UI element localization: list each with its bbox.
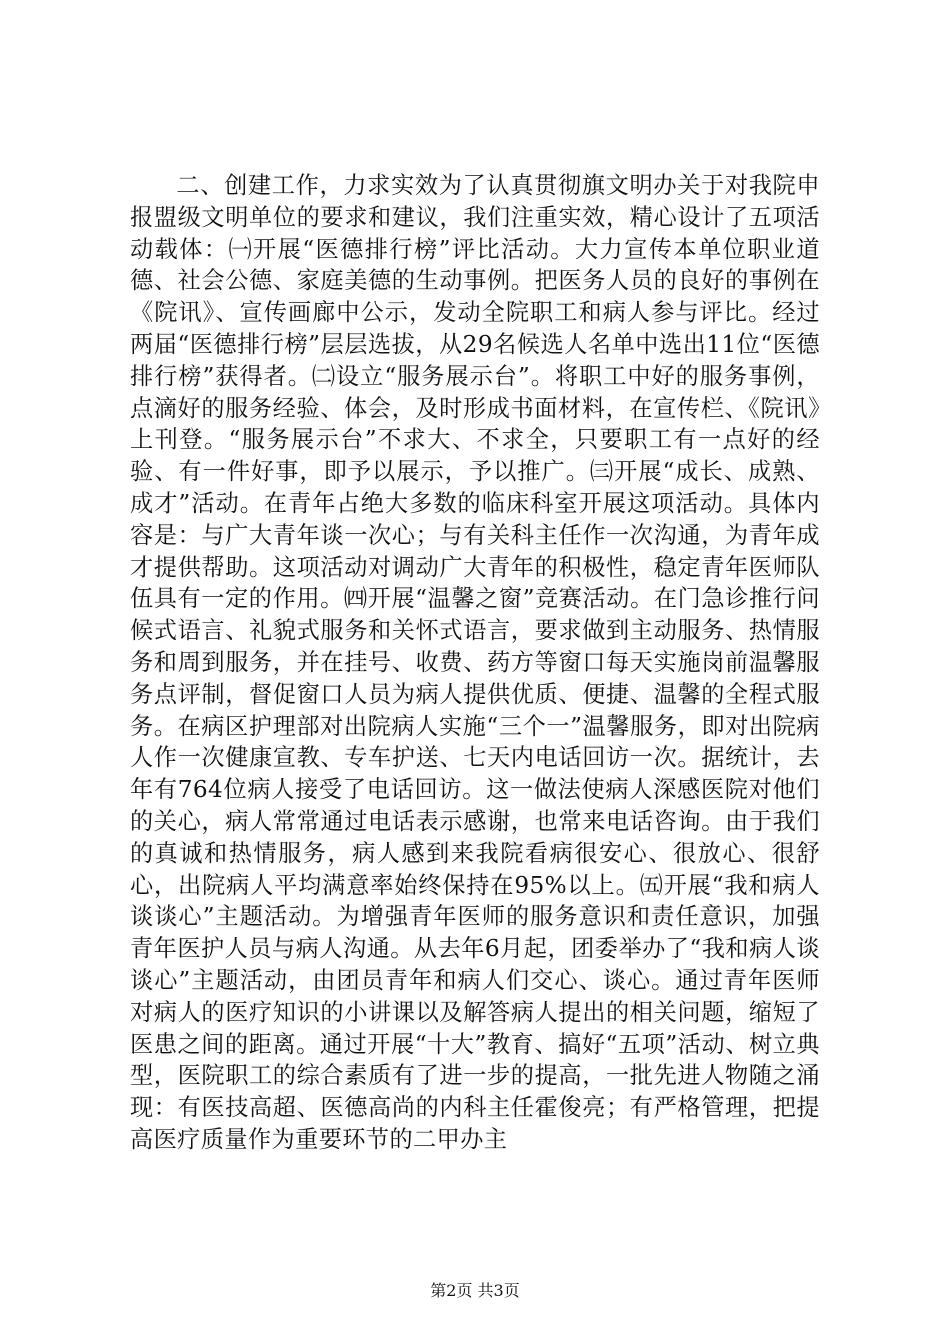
page-footer: 第2页 共3页: [430, 1281, 520, 1300]
body-paragraph: 二、创建工作，力求实效为了认真贯彻旗文明办关于对我院申报盟级文明单位的要求和建议，我们注重实效，精心设计了五项活动载体：㈠开展“医德排行榜”评比活动。大力宣传本单位职业道德、社会公德、家庭美德的生动事例。把医务人员的良好的事例在《院讯》、宣传画廊中公示，发动全院职工和病人参与评比。经过两届“医德排行榜”层层选拔，从29名候选人名单中选出11位“医德排行榜”获得者。㈡设立“服务展示台”。将职工中好的服务事例，点滴好的服务经验、体会，及时形成书面材料，在宣传栏、《院讯》上刊登。“服务展示台”不求大、不求全，只要职工有一点好的经验、有一件好事，即予以展示，予以推广。㈢开展“成长、成熟、成才”活动。在青年占绝大多数的临床科室开展这项活动。具体内容是：与广大青年谈一次心；与有关科主任作一次沟通，为青年成才提供帮助。这项活动对调动广大青年的积极性，稳定青年医师队伍具有一定的作用。㈣开展“温馨之窗”竞赛活动。在门急诊推行问候式语言、礼貌式服务和关怀式语言，要求做到主动服务、热情服务和周到服务，并在挂号、收费、药方等窗口每天实施岗前温馨服务点评制，督促窗口人员为病人提供优质、便捷、温馨的全程式服务。在病区护理部对出院病人实施“三个一”温馨服务，即对出院病人作一次健康宣教、专车护送、七天内电话回访一次。据统计，去年有764位病人接受了电话回访。这一做法使病人深感医院对他们的关心，病人常常通过电话表示感谢，也常来电话咨询。由于我们的真诚和热情服务，病人感到来我院看病很安心、很放心、很舒心，出院病人平均满意率始终保持在95%以上。㈤开展“我和病人谈谈心”主题活动。为增强青年医师的服务意识和责任意识，加强青年医护人员与病人沟通。从去年6月起，团委举办了“我和病人谈谈心”主题活动，由团员青年和病人们交心、谈心。通过青年医师对病人的医疗知识的小讲课以及解答病人提出的相关问题，缩短了医患之间的距离。通过开展“十大”教育、搞好“五项”活动、树立典型，医院职工的综合素质有了进一步的提高，一批先进人物随之涌现：有医技高超、医德高尚的内科主任霍俊亮；有严格管理，把提高医疗质量作为重要环节的二甲办主: [130, 172, 820, 1153]
